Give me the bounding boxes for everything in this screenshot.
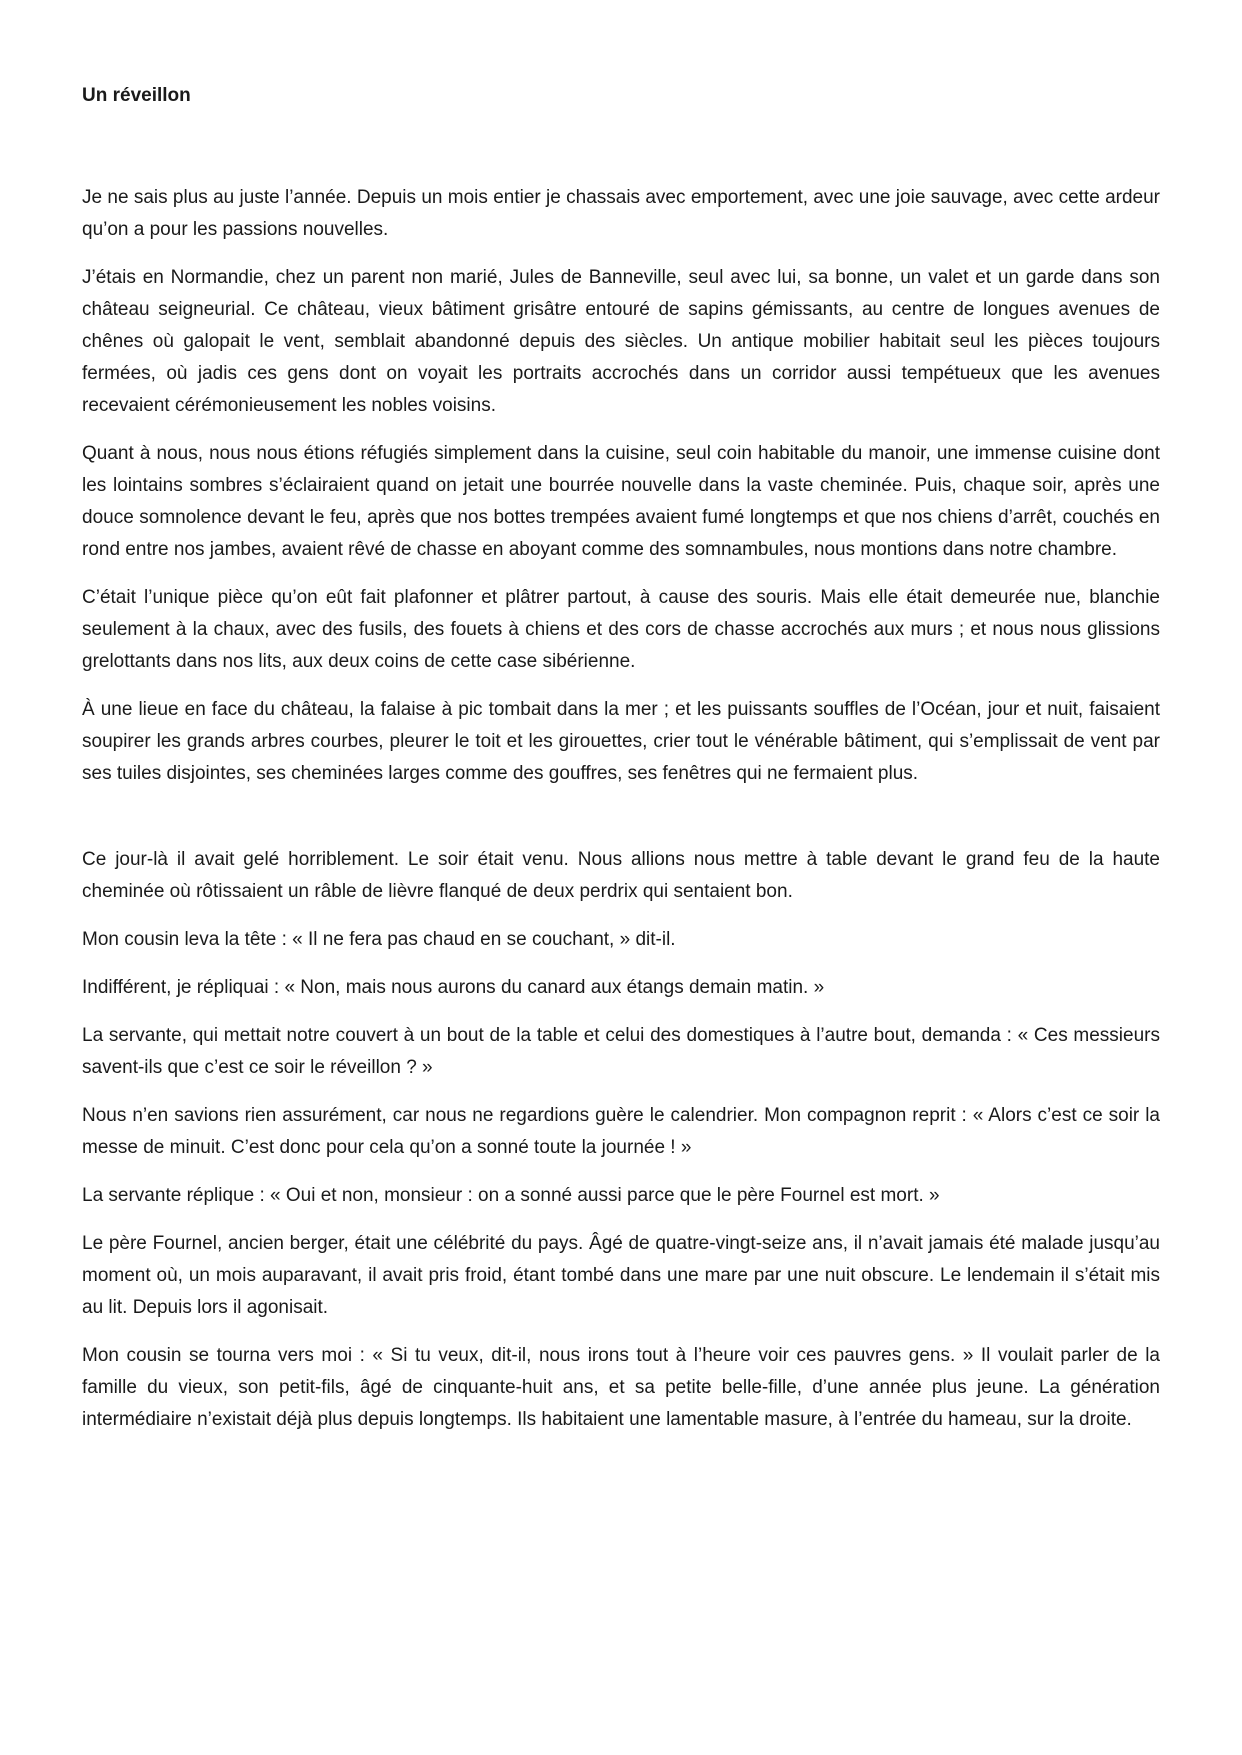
- section-2: [82, 844, 1160, 1436]
- paragraph: Nous n’en savions rien assurément, car nous ne regardions guère le calendrier. Mon compagnon reprit : « Alors c’est ce soir la messe de minuit. C’est donc pour cela qu’on a sonné toute la journée ! »: [82, 1105, 1160, 1158]
- paragraph: Quant à nous, nous nous étions réfugiés simplement dans la cuisine, seul coin habitable du manoir, une immense cuisine dont les lointains sombres s’éclairaient quand on jetait une bourrée nouvelle dans la vaste cheminée. Puis, chaque soir, après une douce somnolence devant le feu, après que nos bottes trempées avaient fumé longtemps et que nos chiens d’arrêt, couchés en rond entre nos jambes, avaient rêvé de chasse en aboyant comme des somnambules, nous montions dans notre chambre.: [82, 443, 1160, 560]
- paragraph: À une lieue en face du château, la falaise à pic tombait dans la mer ; et les puissants souffles de l’Océan, jour et nuit, faisaient soupirer les grands arbres courbes, pleurer le toit et les girouettes, crier tout le vénérable bâtiment, qui s’emplissait de vent par ses tuiles disjointes, ses cheminées larges comme des gouffres, ses fenêtres qui ne fermaient plus.: [82, 699, 1160, 784]
- paragraph: La servante, qui mettait notre couvert à un bout de la table et celui des domestiques à l’autre bout, demanda : « Ces messieurs savent-ils que c’est ce soir le réveillon ? »: [82, 1025, 1160, 1078]
- document-page: [82, 80, 1160, 1452]
- paragraph: Indifférent, je répliquai : « Non, mais nous aurons du canard aux étangs demain matin. »: [82, 977, 825, 998]
- document-title: Un réveillon: [82, 85, 191, 106]
- section-break: [82, 806, 1160, 844]
- paragraph: C’était l’unique pièce qu’on eût fait plafonner et plâtrer partout, à cause des souris. Mais elle était demeurée nue, blanchie seulement à la chaux, avec des fusils, des fouets à chiens et des cors de chasse accrochés aux murs ; et nous nous glissions grelottants dans nos lits, aux deux coins de cette case sibérienne.: [82, 587, 1160, 672]
- paragraph: Je ne sais plus au juste l’année. Depuis un mois entier je chassais avec emportement, avec une joie sauvage, avec cette ardeur qu’on a pour les passions nouvelles.: [82, 187, 1160, 240]
- paragraph: Le père Fournel, ancien berger, était une célébrité du pays. Âgé de quatre-vingt-seize ans, il n’avait jamais été malade jusqu’au moment où, un mois auparavant, il avait pris froid, étant tombé dans une mare par une nuit obscure. Le lendemain il s’était mis au lit. Depuis lors il agonisait.: [82, 1233, 1160, 1318]
- paragraph: La servante réplique : « Oui et non, monsieur : on a sonné aussi parce que le père Fournel est mort. »: [82, 1185, 940, 1206]
- paragraph: Ce jour-là il avait gelé horriblement. Le soir était venu. Nous allions nous mettre à table devant le grand feu de la haute cheminée où rôtissaient un râble de lièvre flanqué de deux perdrix qui sentaient bon.: [82, 849, 1160, 902]
- paragraph: J’étais en Normandie, chez un parent non marié, Jules de Banneville, seul avec lui, sa bonne, un valet et un garde dans son château seigneurial. Ce château, vieux bâtiment grisâtre entouré de sapins gémissants, au centre de longues avenues de chênes où galopait le vent, semblait abandonné depuis des siècles. Un antique mobilier habitait seul les pièces toujours fermées, où jadis ces gens dont on voyait les portraits accrochés dans un corridor aussi tempétueux que les avenues recevaient cérémonieusement les nobles voisins.: [82, 267, 1160, 416]
- section-1: [82, 182, 1160, 790]
- paragraph: Mon cousin leva la tête : « Il ne fera pas chaud en se couchant, » dit-il.: [82, 929, 676, 950]
- paragraph: Mon cousin se tourna vers moi : « Si tu veux, dit-il, nous irons tout à l’heure voir ces pauvres gens. » Il voulait parler de la famille du vieux, son petit-fils, âgé de cinquante-huit ans, et sa petite belle-fille, d’une année plus jeune. La génération intermédiaire n’existait déjà plus depuis longtemps. Ils habitaient une lamentable masure, à l’entrée du hameau, sur la droite.: [82, 1345, 1160, 1430]
